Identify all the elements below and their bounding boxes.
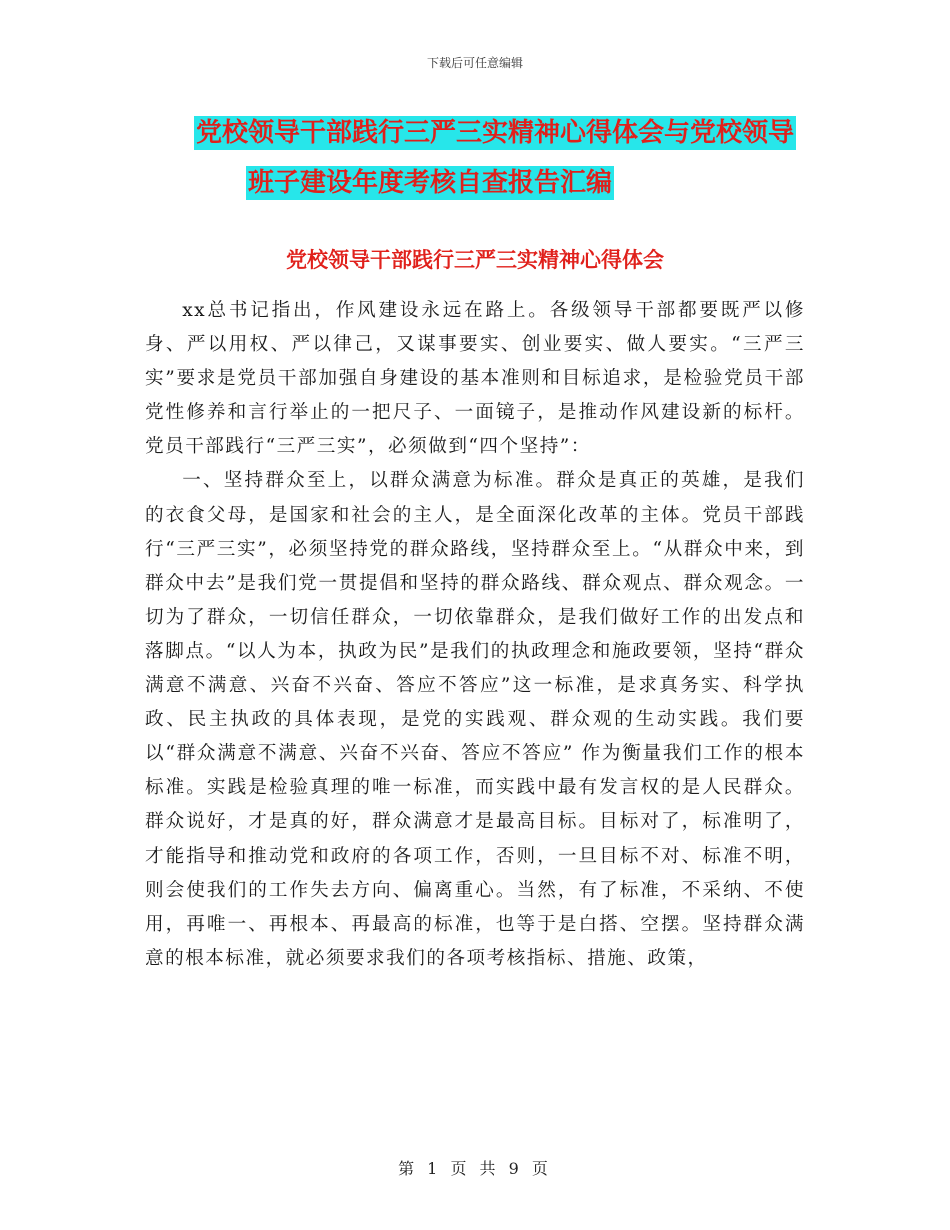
paragraph-1: xx总书记指出，作风建设永远在路上。各级领导干部都要既严以修身、严以用权、严以律己，又谋事要实、创业要实、做人要实。“三严三实”要求是党员干部加强自身建设的基本准则和目标追求，是检验党员干部党性修养和言行举止的一把尺子、一面镜子，是推动作风建设新的标杆。党员干部践行“三严三实”，必须做到“四个坚持”： xyxy=(145,300,805,458)
title-line-1 xyxy=(0,108,950,158)
header-note: 下载后可任意编辑 xyxy=(426,56,523,70)
title-line-2 xyxy=(0,158,950,208)
page-footer: 第 1 页 共 9 页 xyxy=(398,1159,552,1178)
document-body xyxy=(145,294,805,976)
paragraph-2: 一、坚持群众至上，以群众满意为标准。群众是真正的英雄，是我们的衣食父母，是国家和社会的主人，是全面深化改革的主体。党员干部践行“三严三实”，必须坚持党的群众路线，坚持群众至上。“从群众中来，到群众中去”是我们党一贯提倡和坚持的群众路线、群众观点、群众观念。一切为了群众，一切信任群众，一切依靠群众，是我们做好工作的出发点和落脚点。“以人为本，执政为民”是我们的执政理念和施政要领，坚持“群众满意不满意、兴奋不兴奋、答应不答应”这一标准，是求真务实、科学执政、民主执政的具体表现，是党的实践观、群众观的生动实践。我们要以“群众满意不满意、兴奋不兴奋、答应不答应” 作为衡量我们工作的根本标准。实践是检验真理的唯一标准，而实践中最有发言权的是人民群众。群众说好，才是真的好，群众满意才是最高目标。目标对了，标准明了，才能指导和推动党和政府的各项工作，否则，一旦目标不对、标准不明，则会使我们的工作失去方向、偏离重心。当然，有了标准，不采纳、不使用，再唯一、再根本、再最高的标准，也等于是白搭、空摆。坚持群众满意的根本标准，就必须要求我们的各项考核指标、措施、政策， xyxy=(145,470,805,969)
title-line-1-text: 党校领导干部践行三严三实精神心得体会与党校领导 xyxy=(195,118,794,148)
section-title: 党校领导干部践行三严三实精神心得体会 xyxy=(286,248,664,272)
title-line-2-text: 班子建设年度考核自查报告汇编 xyxy=(248,168,613,198)
document-title xyxy=(0,108,950,208)
